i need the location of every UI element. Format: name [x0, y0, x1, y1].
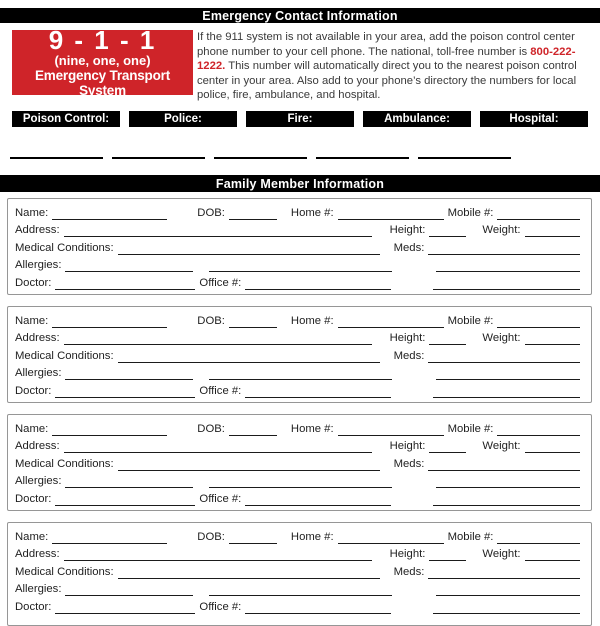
- name-label: Name:: [15, 314, 49, 327]
- address-blank-line: [64, 332, 372, 345]
- meds-extra-blank-line-1: [436, 475, 580, 488]
- hospital-label: Hospital:: [509, 113, 559, 125]
- doctor-blank-line: [55, 277, 195, 290]
- poison-control-phone-number: 800-222-1222.: [197, 45, 576, 73]
- meds-blank-line: [428, 242, 580, 255]
- medical-conditions-row: [15, 237, 580, 255]
- address-row: [15, 436, 580, 454]
- hospital-label-bar: [480, 111, 588, 127]
- address-label: Address:: [15, 548, 60, 561]
- height-label: Height:: [389, 440, 426, 453]
- address-label: Address:: [15, 332, 60, 345]
- intro-row: [12, 25, 592, 103]
- poison-control-blank-line: [10, 143, 103, 159]
- paragraph-text-after: This number will automatically direct you to the nearest poison control center in your area. Also add to your phone’s directory the numbers for local police, fire, ambulance, and hospital.: [197, 60, 577, 102]
- allergies-extra-blank-line: [209, 583, 392, 596]
- meds-extra-blank-line-2: [433, 493, 580, 506]
- weight-blank-line: [525, 224, 581, 237]
- family-member-card: [7, 522, 592, 626]
- medical-conditions-row: [15, 345, 580, 363]
- name-blank-line: [52, 315, 167, 328]
- police-blank-line: [112, 143, 205, 159]
- dob-label: DOB:: [197, 314, 225, 327]
- medical-conditions-blank-line: [118, 458, 380, 471]
- address-label: Address:: [15, 224, 60, 237]
- family-member-card: [7, 198, 592, 295]
- home-phone-label: Home #:: [290, 206, 334, 219]
- allergies-label: Allergies:: [15, 259, 62, 272]
- office-phone-label: Office #:: [199, 492, 242, 505]
- home-phone-blank-line: [338, 423, 444, 436]
- medical-conditions-blank-line: [118, 566, 380, 579]
- mobile-phone-label: Mobile #:: [447, 314, 494, 327]
- dob-blank-line: [229, 531, 277, 544]
- meds-label: Meds:: [393, 565, 425, 578]
- ambulance-label-bar: [363, 111, 471, 127]
- office-phone-blank-line: [245, 493, 391, 506]
- allergies-label: Allergies:: [15, 367, 62, 380]
- height-label: Height:: [389, 548, 426, 561]
- name-blank-line: [52, 531, 167, 544]
- meds-extra-blank-line-1: [436, 259, 580, 272]
- weight-blank-line: [525, 548, 581, 561]
- 911-code-words: (nine, one, one): [54, 53, 151, 68]
- dob-blank-line: [229, 207, 277, 220]
- medical-conditions-label: Medical Conditions:: [15, 565, 114, 578]
- weight-label: Weight:: [482, 332, 521, 345]
- name-blank-line: [52, 423, 167, 436]
- medical-conditions-label: Medical Conditions:: [15, 241, 114, 254]
- allergies-row: [15, 363, 580, 381]
- doctor-label: Doctor:: [15, 492, 52, 505]
- office-phone-blank-line: [245, 277, 391, 290]
- name-blank-line: [52, 207, 167, 220]
- name-label: Name:: [15, 422, 49, 435]
- doctor-blank-line: [55, 493, 195, 506]
- height-blank-line: [429, 224, 466, 237]
- family-section-title: Family Member Information: [215, 176, 385, 191]
- meds-label: Meds:: [393, 241, 425, 254]
- mobile-phone-blank-line: [497, 423, 580, 436]
- poison-control-label-bar: [12, 111, 120, 127]
- allergies-extra-blank-line: [209, 259, 392, 272]
- allergies-extra-blank-line: [209, 367, 392, 380]
- doctor-label: Doctor:: [15, 600, 52, 613]
- emergency-contact-header-bar: [0, 8, 600, 23]
- office-phone-blank-line: [245, 601, 391, 614]
- meds-extra-blank-line-2: [433, 385, 580, 398]
- doctor-label: Doctor:: [15, 384, 52, 397]
- allergies-row: [15, 255, 580, 273]
- weight-label: Weight:: [482, 224, 521, 237]
- family-member-card: [7, 414, 592, 511]
- home-phone-blank-line: [338, 207, 444, 220]
- contact-label-bars: [12, 111, 588, 127]
- mobile-phone-label: Mobile #:: [447, 530, 494, 543]
- allergies-extra-blank-line: [209, 475, 392, 488]
- fire-label-bar: [246, 111, 354, 127]
- medical-conditions-blank-line: [118, 242, 380, 255]
- allergies-row: [15, 471, 580, 489]
- office-phone-blank-line: [245, 385, 391, 398]
- weight-label: Weight:: [482, 440, 521, 453]
- office-phone-label: Office #:: [199, 384, 242, 397]
- mobile-phone-label: Mobile #:: [447, 206, 494, 219]
- address-row: [15, 544, 580, 562]
- name-dob-row: [15, 526, 580, 544]
- height-blank-line: [429, 548, 466, 561]
- 911-caption: Emergency Transport System: [35, 68, 170, 98]
- hospital-blank-line: [418, 143, 511, 159]
- allergies-blank-line: [65, 583, 193, 596]
- name-label: Name:: [15, 530, 49, 543]
- mobile-phone-blank-line: [497, 207, 580, 220]
- address-blank-line: [64, 224, 372, 237]
- meds-extra-blank-line-2: [433, 277, 580, 290]
- dob-label: DOB:: [197, 422, 225, 435]
- address-row: [15, 220, 580, 238]
- home-phone-label: Home #:: [290, 422, 334, 435]
- medical-conditions-label: Medical Conditions:: [15, 349, 114, 362]
- family-member-header-bar: [0, 175, 600, 192]
- doctor-row: [15, 272, 580, 290]
- weight-blank-line: [525, 332, 581, 345]
- 911-code: 9 - 1 - 1: [48, 25, 157, 55]
- doctor-row: [15, 380, 580, 398]
- allergies-blank-line: [65, 259, 193, 272]
- home-phone-blank-line: [338, 315, 444, 328]
- mobile-phone-blank-line: [497, 531, 580, 544]
- weight-blank-line: [525, 440, 581, 453]
- family-member-card: [7, 306, 592, 403]
- office-phone-label: Office #:: [199, 600, 242, 613]
- meds-blank-line: [428, 458, 580, 471]
- name-dob-row: [15, 310, 580, 328]
- police-label: Police:: [164, 113, 202, 125]
- ambulance-blank-line: [316, 143, 409, 159]
- police-label-bar: [129, 111, 237, 127]
- fire-blank-line: [214, 143, 307, 159]
- address-row: [15, 328, 580, 346]
- allergies-label: Allergies:: [15, 475, 62, 488]
- height-blank-line: [429, 440, 466, 453]
- name-dob-row: [15, 418, 580, 436]
- doctor-row: [15, 488, 580, 506]
- allergies-label: Allergies:: [15, 583, 62, 596]
- allergies-blank-line: [65, 475, 193, 488]
- family-member-cards: [7, 198, 592, 626]
- medical-conditions-label: Medical Conditions:: [15, 457, 114, 470]
- page-title: Emergency Contact Information: [202, 8, 398, 23]
- allergies-blank-line: [65, 367, 193, 380]
- poison-control-paragraph: [197, 30, 592, 103]
- meds-extra-blank-line-2: [433, 601, 580, 614]
- dob-label: DOB:: [197, 206, 225, 219]
- name-dob-row: [15, 202, 580, 220]
- height-label: Height:: [389, 332, 426, 345]
- doctor-blank-line: [55, 601, 195, 614]
- meds-label: Meds:: [393, 349, 425, 362]
- allergies-row: [15, 579, 580, 597]
- office-phone-label: Office #:: [199, 276, 242, 289]
- medical-conditions-row: [15, 561, 580, 579]
- address-label: Address:: [15, 440, 60, 453]
- weight-label: Weight:: [482, 548, 521, 561]
- dob-blank-line: [229, 315, 277, 328]
- mobile-phone-label: Mobile #:: [447, 422, 494, 435]
- poison-control-label: Poison Control:: [22, 113, 110, 125]
- height-blank-line: [429, 332, 466, 345]
- paragraph-text-before: If the 911 system is not available in your area, add the poison control center phone number to your cell phone. The national, toll-free number is: [197, 31, 575, 58]
- medical-conditions-row: [15, 453, 580, 471]
- height-label: Height:: [389, 224, 426, 237]
- meds-blank-line: [428, 566, 580, 579]
- home-phone-blank-line: [338, 531, 444, 544]
- meds-extra-blank-line-1: [436, 583, 580, 596]
- dob-blank-line: [229, 423, 277, 436]
- home-phone-label: Home #:: [290, 530, 334, 543]
- address-blank-line: [64, 440, 372, 453]
- doctor-blank-line: [55, 385, 195, 398]
- home-phone-label: Home #:: [290, 314, 334, 327]
- mobile-phone-blank-line: [497, 315, 580, 328]
- contact-blank-lines: [10, 143, 511, 159]
- ambulance-label: Ambulance:: [384, 113, 450, 125]
- doctor-label: Doctor:: [15, 276, 52, 289]
- fire-label: Fire:: [287, 113, 313, 125]
- meds-blank-line: [428, 350, 580, 363]
- name-label: Name:: [15, 206, 49, 219]
- doctor-row: [15, 596, 580, 614]
- meds-extra-blank-line-1: [436, 367, 580, 380]
- address-blank-line: [64, 548, 372, 561]
- medical-conditions-blank-line: [118, 350, 380, 363]
- 911-red-box: [12, 25, 193, 98]
- dob-label: DOB:: [197, 530, 225, 543]
- meds-label: Meds:: [393, 457, 425, 470]
